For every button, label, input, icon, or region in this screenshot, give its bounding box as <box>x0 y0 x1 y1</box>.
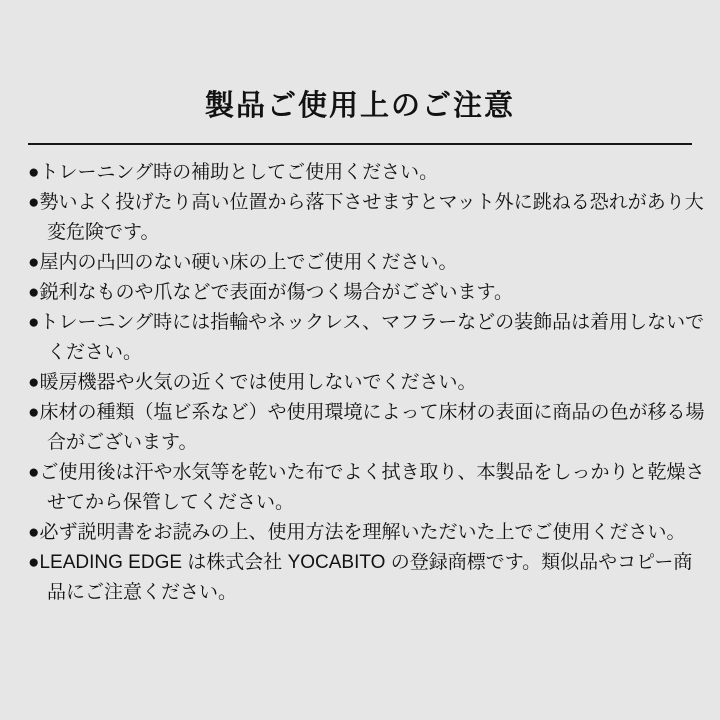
notice-item-5 <box>28 308 706 368</box>
bullet-icon: ● <box>28 462 40 483</box>
notice-text: トレーニング時の補助としてご使用ください。 <box>39 162 439 183</box>
notice-item-2 <box>28 188 706 248</box>
notice-text: 床材の種類（塩ビ系など）や使用環境によって床材の表面に商品の色が移る場合がございます。 <box>39 402 705 453</box>
notice-item-10 <box>28 548 706 608</box>
bullet-icon: ● <box>28 552 40 573</box>
notice-item-9 <box>28 518 706 548</box>
notice-text: 勢いよく投げたり高い位置から落下させますとマット外に跳ねる恐れがあり大変危険です。 <box>39 192 704 243</box>
notice-item-7 <box>28 398 706 458</box>
bullet-icon: ● <box>28 372 40 393</box>
bullet-icon: ● <box>28 402 40 423</box>
bullet-icon: ● <box>28 312 40 333</box>
bullet-icon: ● <box>28 252 40 273</box>
bullet-icon: ● <box>28 192 40 213</box>
bullet-icon: ● <box>28 522 40 543</box>
bullet-icon: ● <box>28 162 40 183</box>
notice-text: LEADING EDGE は株式会社 YOCABITO の登録商標です。類似品やコピー商品にご注意ください。 <box>39 552 693 603</box>
notice-text: 必ず説明書をお読みの上、使用方法を理解いただいた上でご使用ください。 <box>39 522 686 543</box>
notice-item-8 <box>28 458 706 518</box>
bullet-icon: ● <box>28 282 40 303</box>
notice-text: ご使用後は汗や水気等を乾いた布でよく拭き取り、本製品をしっかりと乾燥させてから保管してください。 <box>39 462 705 513</box>
notice-text: 鋭利なものや爪などで表面が傷つく場合がございます。 <box>39 282 513 303</box>
notice-item-3 <box>28 248 706 278</box>
notice-text: トレーニング時には指輪やネックレス、マフラーなどの装飾品は着用しないでください。 <box>39 312 705 363</box>
notice-item-4 <box>28 278 706 308</box>
title-divider <box>28 143 692 145</box>
notice-text: 暖房機器や火気の近くでは使用しないでください。 <box>39 372 477 393</box>
page-title: 製品ご使用上のご注意 <box>204 90 515 122</box>
notice-item-6 <box>28 368 706 398</box>
notice-text: 屋内の凸凹のない硬い床の上でご使用ください。 <box>39 252 458 273</box>
notice-list <box>28 158 706 608</box>
notice-item-1 <box>28 158 706 188</box>
